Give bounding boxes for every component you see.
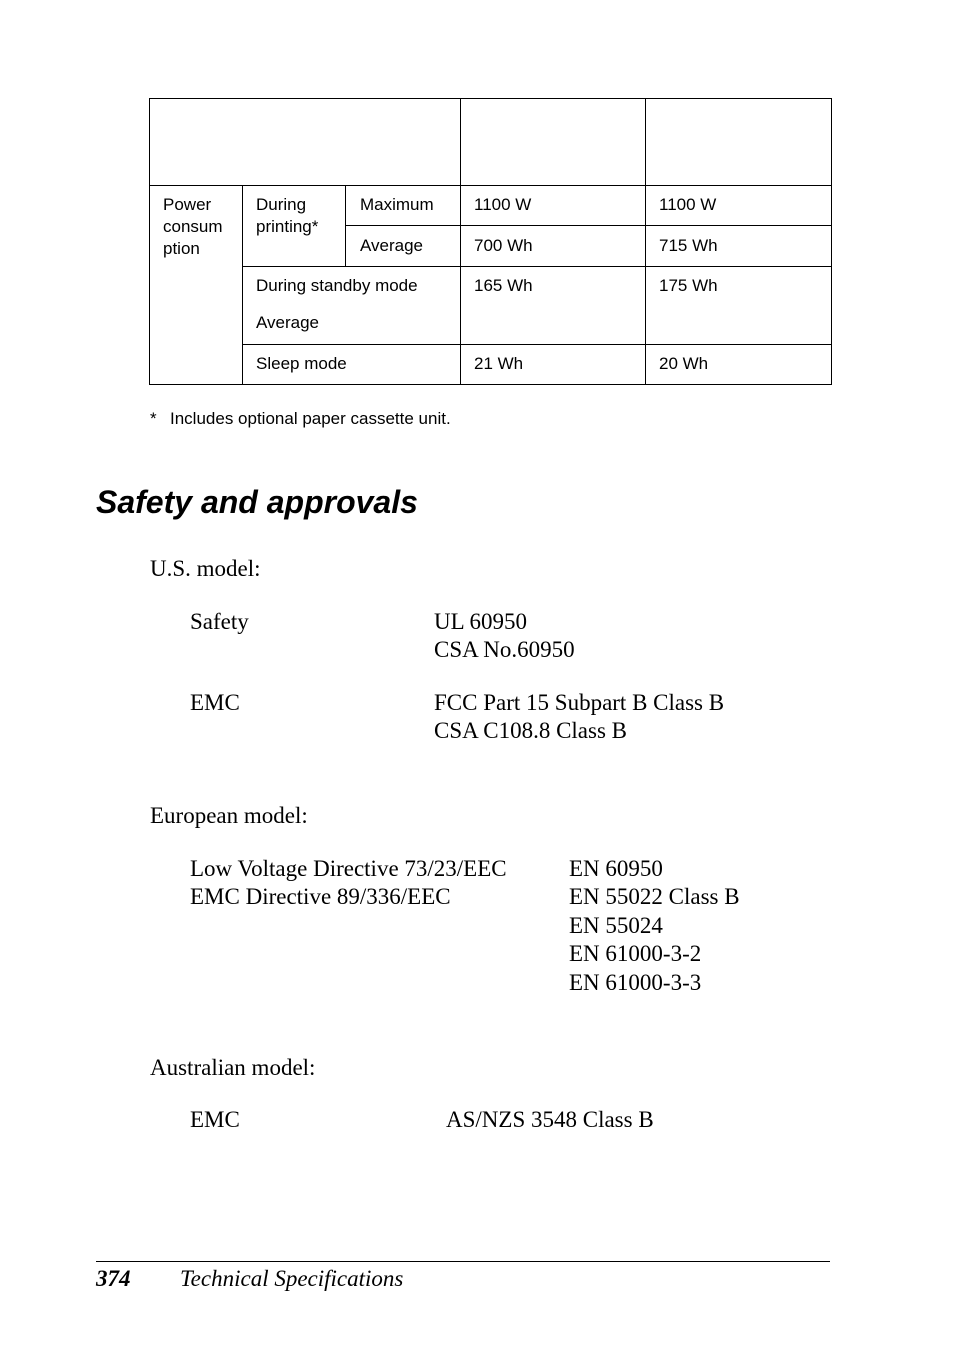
sleep-col1: 21 Wh: [474, 354, 524, 373]
eu-standard-3: EN 55024: [569, 913, 663, 938]
us-safety-label: Safety: [190, 609, 249, 634]
running-footer-title: Technical Specifications: [180, 1266, 404, 1291]
sleep-col2: 20 Wh: [659, 354, 709, 373]
au-emc-value: AS/NZS 3548 Class B: [446, 1107, 654, 1132]
power-consumption-table: [149, 98, 832, 385]
page-number: 374: [96, 1266, 131, 1291]
au-emc-label: EMC: [190, 1107, 240, 1132]
eu-standard-4: EN 61000-3-2: [569, 941, 702, 966]
eu-model-label: European model:: [150, 803, 308, 828]
power-consumption-label: Power consum ption: [163, 195, 223, 258]
table-footnote: [150, 409, 451, 429]
eu-standard-1: EN 60950: [569, 856, 663, 881]
us-safety-value-2: CSA No.60950: [434, 637, 575, 662]
standby-sub-label: Average: [256, 313, 320, 332]
us-safety-value-1: UL 60950: [434, 609, 528, 634]
eu-standard-5: EN 61000-3-3: [569, 970, 702, 995]
eu-standard-2: EN 55022 Class B: [569, 884, 740, 909]
row-maximum-col2: 1100 W: [659, 195, 717, 214]
eu-directive-1: Low Voltage Directive 73/23/EEC: [190, 856, 507, 881]
standby-label: During standby mode: [256, 276, 418, 295]
section-heading: Safety and approvals: [96, 484, 418, 520]
row-average-col2: 715 Wh: [659, 236, 718, 255]
us-emc-value-2: CSA C108.8 Class B: [434, 718, 627, 743]
sleep-label: Sleep mode: [256, 354, 347, 373]
row-average-col1: 700 Wh: [474, 236, 533, 255]
row-average-label: Average: [360, 236, 424, 255]
footnote-text: Includes optional paper cassette unit.: [170, 409, 451, 428]
row-maximum-col1: 1100 W: [474, 195, 532, 214]
standby-col2: 175 Wh: [659, 276, 718, 295]
standby-col1: 165 Wh: [474, 276, 533, 295]
row-maximum-label: Maximum: [360, 195, 434, 214]
footnote-mark: *: [150, 409, 157, 428]
eu-directive-2: EMC Directive 89/336/EEC: [190, 884, 451, 909]
us-emc-label: EMC: [190, 690, 240, 715]
us-emc-value-1: FCC Part 15 Subpart B Class B: [434, 690, 725, 715]
au-model-label: Australian model:: [150, 1055, 316, 1080]
footer-rule: [96, 1261, 830, 1262]
us-model-label: U.S. model:: [150, 556, 261, 581]
during-printing-label: During printing*: [256, 195, 319, 236]
